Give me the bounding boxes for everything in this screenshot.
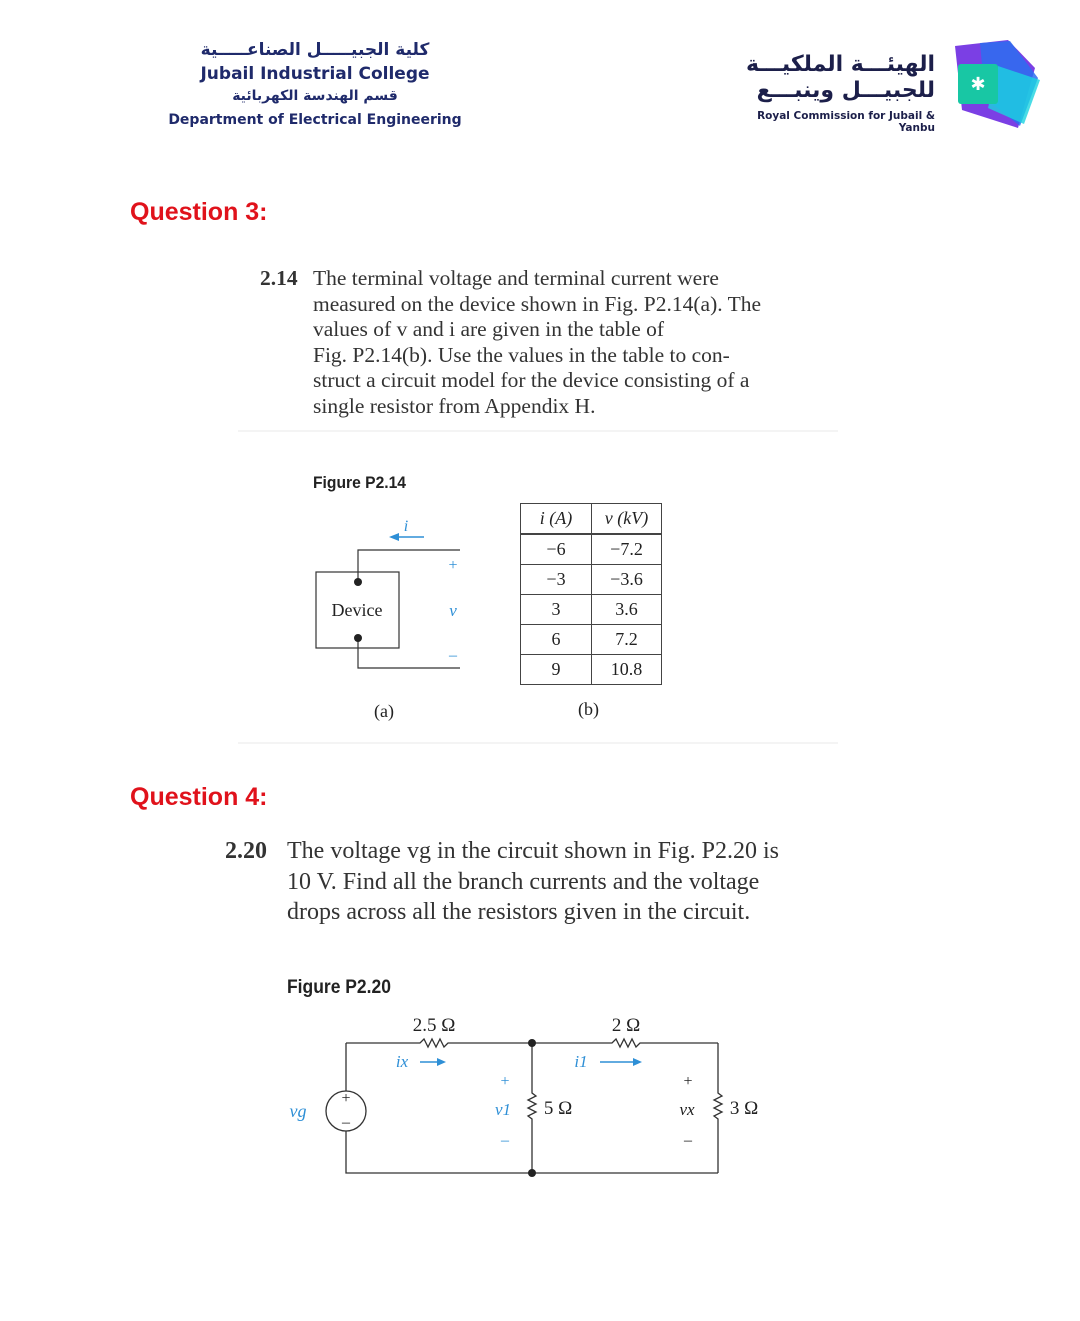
problem-2-14: [260, 266, 788, 419]
current-label: i: [403, 518, 409, 535]
figure-label-p2-14: Figure P2.14: [313, 473, 407, 492]
table-cell: −7.2: [592, 534, 662, 565]
table-row: [521, 565, 662, 595]
palm-emblem-icon: ✱: [970, 74, 986, 95]
problem-line: measured on the device shown in Fig. P2.14(a). The: [313, 291, 762, 316]
table-cell: 10.8: [592, 655, 662, 685]
table-cell: 9: [521, 655, 592, 685]
bottom-wire: [358, 640, 460, 668]
department-name-english: Department of Electrical Engineering: [168, 112, 462, 128]
problem-2-20: [225, 836, 845, 928]
resistor-2-ohm-label: 2 Ω: [611, 1015, 641, 1036]
current-i1-label: i1: [574, 1052, 588, 1071]
scan-divider: [238, 430, 838, 432]
subfigure-a-label: (a): [374, 701, 394, 721]
problem-line: The voltage vg in the circuit shown in Fig. P2.20 is: [287, 838, 779, 864]
commission-name-arabic-line2: للجبيـــل وينبـــع: [756, 78, 935, 103]
table-row: [521, 655, 662, 685]
table-cell: 3: [521, 595, 592, 625]
device-circuit-diagram: [300, 510, 480, 730]
resistor-2-5-ohm-label: 2.5 Ω: [412, 1015, 456, 1036]
source-voltage-label: vg: [289, 1101, 307, 1121]
current-ix-label: ix: [395, 1052, 409, 1071]
bottom-node: [528, 1169, 536, 1177]
current-i1-arrow-head: [633, 1058, 642, 1066]
table-row: [521, 625, 662, 655]
problem-line: The terminal voltage and terminal current were: [313, 266, 719, 290]
top-terminal: [354, 578, 362, 586]
problem-number: 2.20: [225, 838, 267, 864]
table-row: [521, 534, 662, 565]
problem-line: struct a circuit model for the device consisting of a: [313, 368, 750, 392]
college-name-arabic: كلية الجبيـــــل الصناعـــــية: [200, 40, 430, 60]
table-header-current: i (A): [521, 504, 592, 535]
source-plus: +: [341, 1090, 351, 1107]
problem-number: 2.14: [260, 266, 298, 290]
scan-divider: [238, 742, 838, 744]
commission-name-english: Royal Commission for Jubail & Yanbu: [757, 110, 935, 134]
problem-line: single resistor from Appendix H.: [313, 393, 596, 418]
problem-line: drops across all the resistors given in the circuit.: [287, 899, 751, 925]
bottom-terminal: [354, 634, 362, 642]
table-row: [521, 595, 662, 625]
college-header: [160, 40, 470, 128]
source-minus: –: [342, 1114, 350, 1131]
royal-commission-logo: [940, 38, 1065, 133]
figure-label-p2-20: Figure P2.20: [287, 977, 391, 998]
voltage-plus: +: [448, 557, 458, 574]
subfigure-b-label: (b): [578, 699, 599, 719]
iv-measurement-table: [520, 503, 662, 685]
v1-minus: –: [501, 1132, 509, 1149]
current-arrow-head: [389, 533, 399, 541]
voltage-minus: –: [449, 647, 457, 664]
top-wire: [358, 550, 460, 580]
department-name-arabic: قسم الهندسة الكهربائية: [232, 88, 398, 104]
current-ix-arrow-head: [437, 1058, 446, 1066]
question-3-title: Question 3:: [130, 198, 268, 226]
table-cell: −3: [521, 565, 592, 595]
table-cell: 6: [521, 625, 592, 655]
resistor-3-ohm-label: 3 Ω: [729, 1098, 759, 1119]
resistor-circuit-diagram: [270, 1005, 790, 1195]
resistor-5-ohm-label: 5 Ω: [543, 1098, 573, 1119]
problem-line: Fig. P2.14(b). Use the values in the table to con-: [313, 342, 730, 367]
resistor-3-ohm-path: [714, 1043, 722, 1173]
vx-plus: +: [683, 1073, 693, 1090]
resistor-5-ohm-path: [528, 1043, 536, 1173]
v1-label: v1: [494, 1100, 512, 1119]
table-cell: 3.6: [592, 595, 662, 625]
commission-name-arabic-line1: الهيئـــة الملكيـــة: [745, 52, 935, 77]
question-4-title: Question 4:: [130, 783, 268, 811]
table-cell: 7.2: [592, 625, 662, 655]
voltage-label: v: [449, 601, 457, 620]
table-header-voltage: v (kV): [592, 504, 662, 535]
resistor-2-ohm-path: [532, 1039, 718, 1047]
vx-label: vx: [679, 1100, 695, 1119]
vx-minus: –: [684, 1132, 692, 1149]
table-cell: −3.6: [592, 565, 662, 595]
v1-plus: +: [500, 1073, 510, 1090]
commission-header: [720, 52, 935, 134]
problem-line: 10 V. Find all the branch currents and the voltage: [287, 868, 760, 895]
table-cell: −6: [521, 534, 592, 565]
college-name-english: Jubail Industrial College: [200, 64, 430, 84]
resistor-2-5-ohm-path: [346, 1039, 532, 1047]
device-label: Device: [331, 600, 383, 620]
top-node: [528, 1039, 536, 1047]
problem-line: values of v and i are given in the table of: [313, 317, 665, 341]
